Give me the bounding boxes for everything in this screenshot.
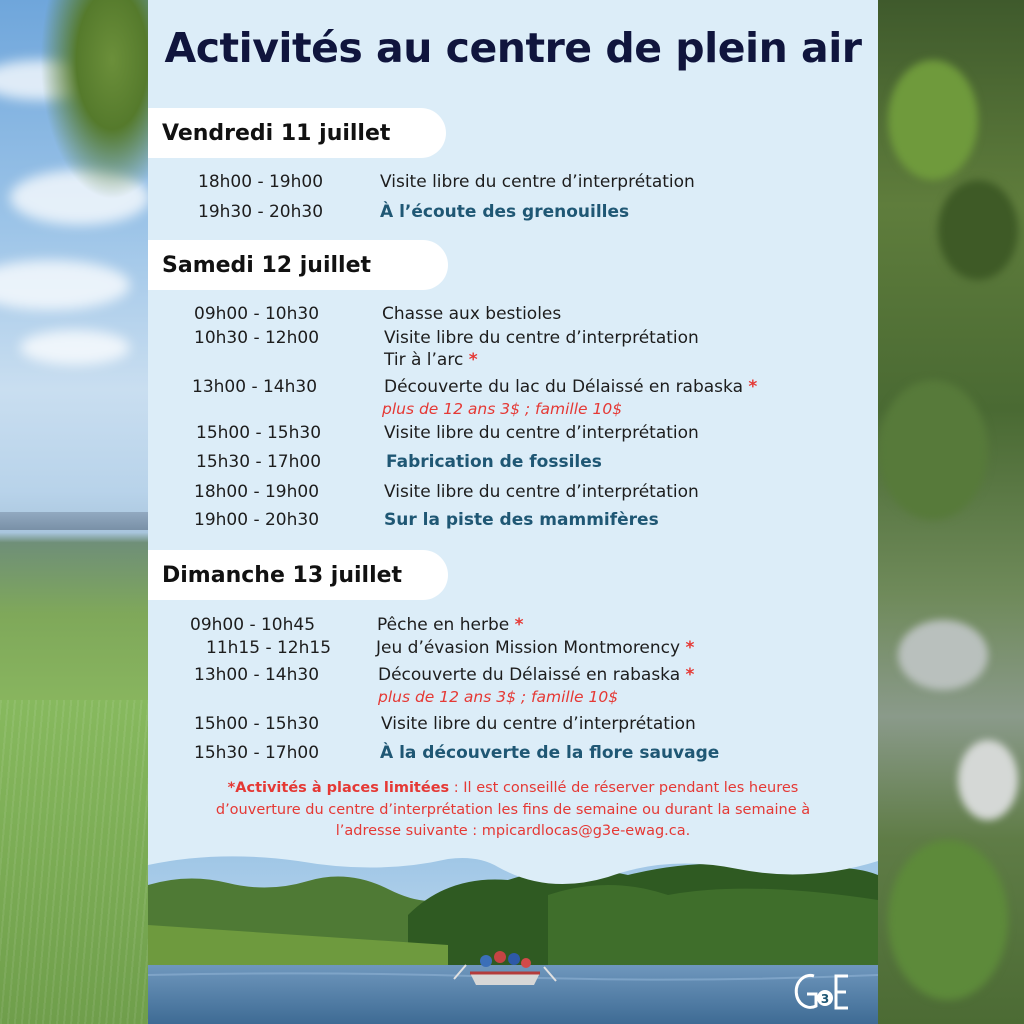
limited-star: * <box>685 638 695 658</box>
left-photo-sky-grass <box>0 0 148 1024</box>
activity: Visite libre du centre d’interprétation <box>384 482 699 502</box>
activity: Visite libre du centre d’interprétation <box>384 328 699 348</box>
time-slot: 09h00 - 10h45 <box>190 615 316 635</box>
right-photo-forest <box>878 0 1024 1024</box>
time-slot: 11h15 - 12h15 <box>206 638 332 658</box>
price-note: plus de 12 ans 3$ ; famille 10$ <box>382 400 623 418</box>
limited-star: * <box>748 377 758 397</box>
activity-featured: À la découverte de la flore sauvage <box>380 743 720 763</box>
time-slot: 15h00 - 15h30 <box>194 714 320 734</box>
day-label: Vendredi 11 juillet <box>162 120 391 146</box>
day-header-sunday <box>148 550 448 600</box>
price-note: plus de 12 ans 3$ ; famille 10$ <box>378 688 619 706</box>
time-slot: 13h00 - 14h30 <box>192 377 318 397</box>
note-strong: *Activités à places limitées <box>227 780 450 796</box>
activity-limited: Découverte du Délaissé en rabaska * <box>378 665 695 685</box>
activity: Visite libre du centre d’interprétation <box>381 714 696 734</box>
activity-featured: Sur la piste des mammifères <box>384 510 659 530</box>
day-label: Dimanche 13 juillet <box>162 562 403 588</box>
time-slot: 18h00 - 19h00 <box>194 482 320 502</box>
day-header-saturday <box>148 240 448 290</box>
activity-limited: Jeu d’évasion Mission Montmorency * <box>376 638 695 658</box>
day-header-friday <box>148 108 446 158</box>
limited-star: * <box>514 615 524 635</box>
activity-limited: Découverte du lac du Délaissé en rabaska * <box>384 377 758 397</box>
activity-limited: Tir à l’arc * <box>384 350 478 370</box>
time-slot: 09h00 - 10h30 <box>194 304 320 324</box>
activity-limited: Pêche en herbe * <box>377 615 524 635</box>
day-label: Samedi 12 juillet <box>162 252 372 278</box>
schedule-panel <box>148 0 878 1024</box>
activity-featured: À l’écoute des grenouilles <box>380 202 630 222</box>
canoe-photo <box>148 855 878 1024</box>
activity: Chasse aux bestioles <box>382 304 562 324</box>
time-slot: 19h00 - 20h30 <box>194 510 320 530</box>
activity: Visite libre du centre d’interprétation <box>384 423 699 443</box>
limited-places-note <box>188 778 838 843</box>
time-slot: 15h00 - 15h30 <box>196 423 322 443</box>
limited-star: * <box>468 350 478 370</box>
time-slot: 15h30 - 17h00 <box>194 743 320 763</box>
time-slot: 18h00 - 19h00 <box>198 172 324 192</box>
activity: Visite libre du centre d’interprétation <box>380 172 695 192</box>
activity-featured: Fabrication de fossiles <box>386 452 602 472</box>
limited-star: * <box>685 665 695 685</box>
time-slot: 13h00 - 14h30 <box>194 665 320 685</box>
time-slot: 15h30 - 17h00 <box>196 452 322 472</box>
time-slot: 10h30 - 12h00 <box>194 328 320 348</box>
svg-text:3: 3 <box>820 992 830 1006</box>
note-text: : Il est conseillé de réserver pendant les heures d’ouverture du centre d’interprétation les fins de semaine ou durant la semaine à l’adresse suivante : mpicardlocas@g3e-ewag.ca. <box>215 780 811 839</box>
page-title: Activités au centre de plein air <box>164 24 862 72</box>
g3e-logo <box>790 968 860 1016</box>
time-slot: 19h30 - 20h30 <box>198 202 324 222</box>
